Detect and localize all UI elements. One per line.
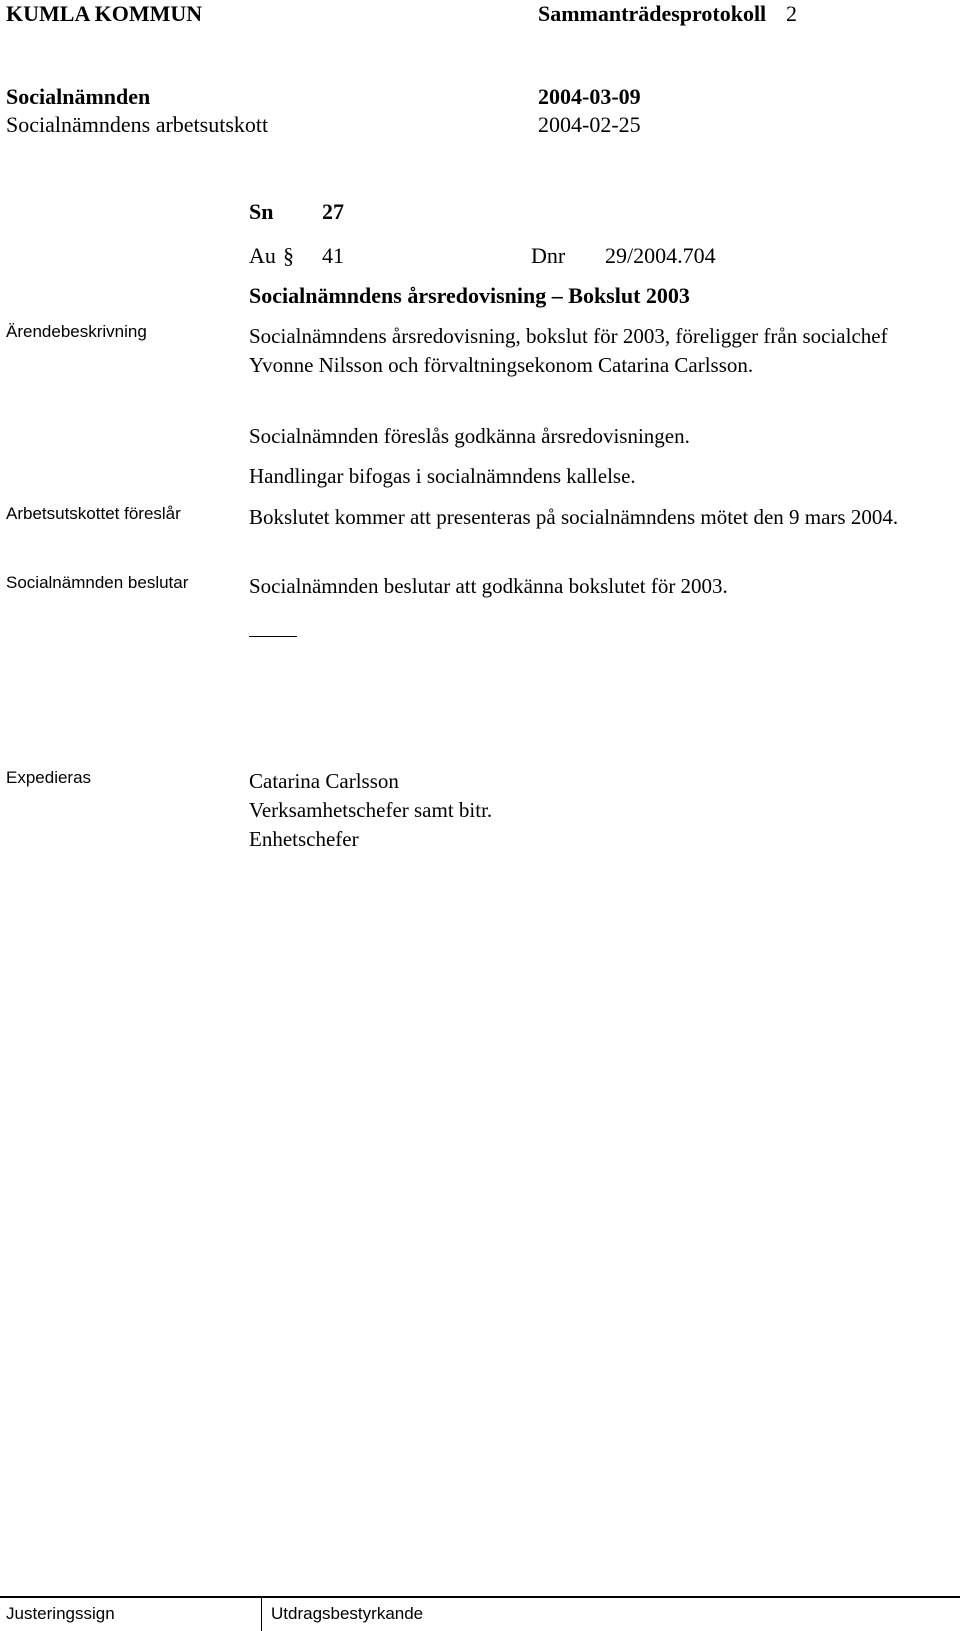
sn-label: Sn bbox=[249, 199, 274, 224]
municipality-name: KUMLA KOMMUN bbox=[6, 1, 203, 26]
au-proposal-text: Bokslutet kommer att presenteras på socialnämndens mötet den 9 mars 2004. bbox=[249, 505, 899, 529]
arendebeskrivning-text: Socialnämndens årsredovisning, bokslut för 2003, föreligger från socialchef Yvonne Nilsson och förvaltningsekonom Catarina Carlsson. bbox=[249, 324, 888, 377]
recipient-item: Enhetschefer bbox=[249, 827, 359, 851]
section-end-rule bbox=[249, 636, 297, 637]
recipient-item: Verksamhetschefer samt bitr. bbox=[249, 798, 493, 822]
utdragsbestyrkande-label: Utdragsbestyrkande bbox=[271, 1604, 424, 1623]
decision-label: Socialnämnden beslutar bbox=[6, 573, 189, 592]
subcommittee-name: Socialnämndens arbetsutskott bbox=[6, 112, 269, 137]
footer-divider bbox=[261, 1597, 262, 1631]
section-sign: § bbox=[283, 243, 294, 268]
page-number: 2 bbox=[786, 1, 797, 26]
committee-name: Socialnämnden bbox=[6, 84, 151, 109]
attachments-text: Handlingar bifogas i socialnämndens kallelse. bbox=[249, 464, 636, 488]
au-proposal-label: Arbetsutskottet föreslår bbox=[6, 504, 181, 523]
document-type: Sammanträdesprotokoll bbox=[538, 1, 767, 26]
expedieras-label: Expedieras bbox=[6, 768, 92, 787]
au-number: 41 bbox=[322, 243, 344, 268]
dnr-label: Dnr bbox=[531, 243, 566, 268]
recipient-item: Catarina Carlsson bbox=[249, 769, 399, 793]
subcommittee-date: 2004-02-25 bbox=[538, 112, 641, 137]
dnr-value: 29/2004.704 bbox=[605, 243, 716, 268]
decision-text: Socialnämnden beslutar att godkänna bokslutet för 2003. bbox=[249, 574, 728, 598]
case-title: Socialnämndens årsredovisning – Bokslut 2003 bbox=[249, 283, 690, 308]
justeringssign-label: Justeringssign bbox=[6, 1604, 115, 1623]
sn-number: 27 bbox=[322, 199, 344, 224]
arendebeskrivning-label: Ärendebeskrivning bbox=[6, 322, 147, 341]
proposal-text: Socialnämnden föreslås godkänna årsredovisningen. bbox=[249, 424, 690, 448]
au-label: Au bbox=[249, 243, 276, 268]
footer-rule bbox=[0, 1596, 960, 1598]
committee-date: 2004-03-09 bbox=[538, 84, 641, 109]
